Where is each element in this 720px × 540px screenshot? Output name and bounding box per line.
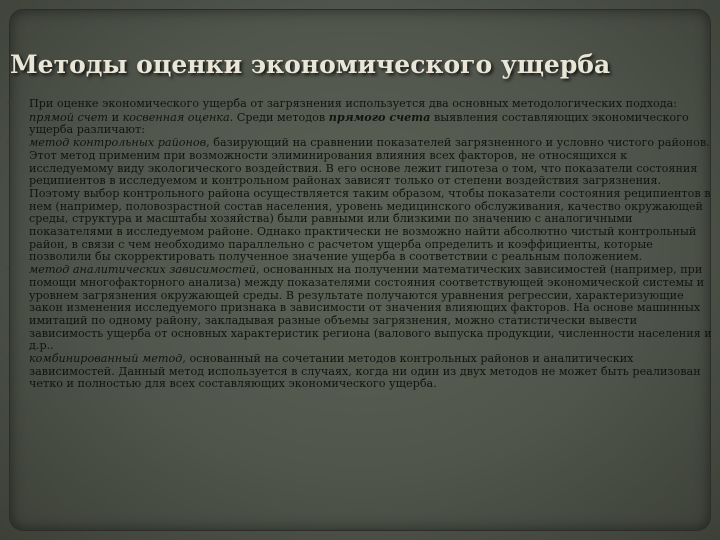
bullet-item-combined-method xyxy=(6,353,712,391)
slide-title: Методы оценки экономического ущерба xyxy=(10,50,611,79)
bullet-item-analytical-dependencies xyxy=(6,264,712,353)
bullet-text xyxy=(29,98,712,137)
bullet-icon: • xyxy=(6,265,11,275)
italic-method-name: комбинированный метод xyxy=(29,352,183,366)
text-run: , основанный на сочетании методов контрольных районов и аналитических зависимостей. Данный метод используется в случаях, когда ни один из двух методов не может быть реализован четко и полностью для всех составляющих экономического ущерба. xyxy=(29,352,701,391)
text-run: , основанных на получении математических зависимостей (например, при помощи многофакторного анализа) между показателями состояния соответствующей экономической системы и уровнем загрязнения окружающей среды. В результате получаются уравнения регрессии, характеризующие закон изменения исследуемого признака в зависимости от значения влияющих факторов. На основе машинных имитаций по одному району, закладывая разные объемы загрязнения, можно статистически вывести зависимость ущерба от основных характеристик региона (валового выпуска продукции, численности населения и д.р.. xyxy=(29,263,712,353)
slide-body xyxy=(6,98,712,391)
text-run: , базирующий на сравнении показателей загрязненного и условно чистого районов. Этот метод применим при возможности элиминирования влияния всех факторов, не относящихся к исследуемому виду экологического воздействия. В его основе лежит гипотеза о том, что показатели состояния реципиентов в исследуемом и контрольном районах зависят только от степени воздействия загрязнения. Поэтому выбор контрольного района осуществляется таким образом, чтобы показатели состояния реципиентов в нем (например, половозрастной состав населения, уровень медицинского обслуживания, качество окружающей среды, структура и масштабы хозяйства) были равными или близкими по значению с аналогичными показателями в исследуемом районе. Однако практически не возможно найти абсолютно чистый контрольный район, в связи с чем необходимо параллельно с расчетом ущерба определить и коэффициенты, которые позволили бы скорректировать полученное значение ущерба в соответствии с реальным положением. xyxy=(29,136,711,264)
text-run: и xyxy=(108,110,123,124)
bullet-text xyxy=(29,353,712,391)
text-run: . Среди методов xyxy=(229,110,329,124)
italic-method-name: метод аналитических зависимостей xyxy=(29,263,257,277)
bullet-icon: • xyxy=(6,138,11,148)
text-run: При оценке экономического ущерба от загрязнения используется два основных методологических подхода: xyxy=(29,97,678,110)
bullet-text xyxy=(29,264,712,353)
bold-italic-term-direct-count: прямого счета xyxy=(328,109,431,124)
italic-method-name: метод контрольных районов xyxy=(29,136,207,150)
bullet-icon: • xyxy=(6,99,11,108)
bullet-item-control-areas xyxy=(6,137,712,264)
bullet-item-approaches xyxy=(6,98,712,137)
bullet-icon: • xyxy=(6,354,11,364)
bullet-text xyxy=(29,137,712,264)
italic-term-direct-count: прямой счет xyxy=(29,110,109,124)
italic-term-indirect-estimate: косвенная оценка xyxy=(122,110,230,124)
text-run: выявления составляющих экономического ущерба различают: xyxy=(29,110,689,137)
